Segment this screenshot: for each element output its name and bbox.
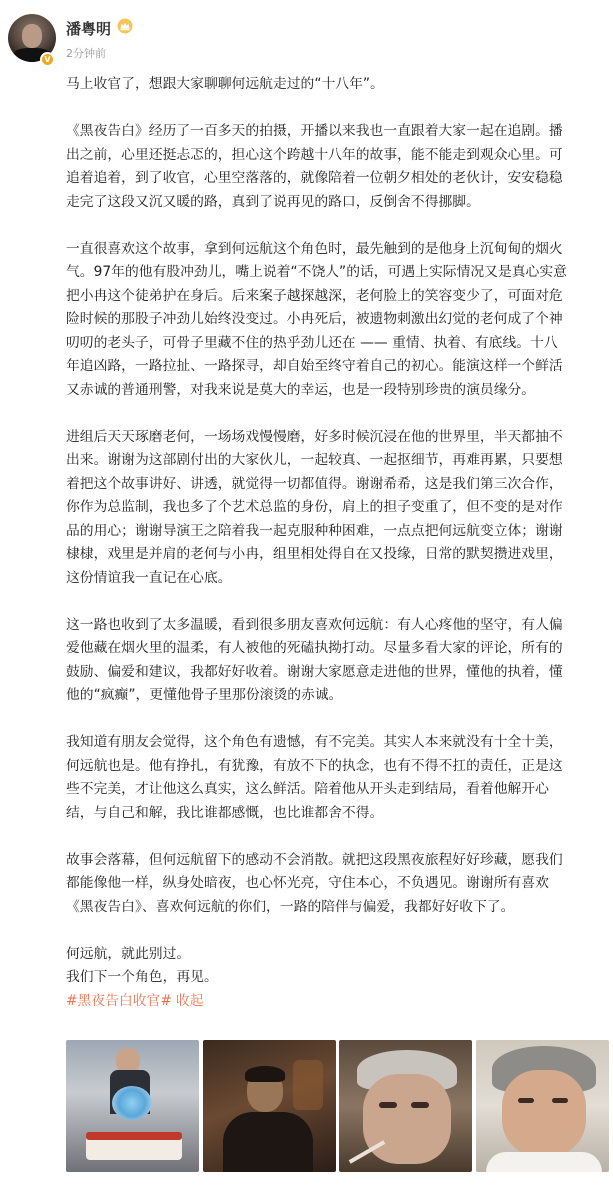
post-content: [66, 73, 606, 1013]
post-text-line: 些不完美，才让他这么真实，这么鲜活。陪着他从开头走到结局，看着他解开心: [66, 781, 549, 797]
post-text-line: 一直很喜欢这个故事，拿到何远航这个角色时，最先触到的是他身上沉甸甸的烟火: [66, 240, 563, 257]
post-text-line: 险时候的那股子冲劲儿始终没变过。小冉死后，被遗物刺激出幻觉的老何成了个神: [66, 311, 563, 327]
post-text-line: 年追凶路，一路拉扯、一路探寻，却自始至终守着自己的初心。能演这样一个鲜活: [66, 358, 563, 374]
crown-icon[interactable]: [117, 18, 133, 34]
post-text-line: 追着追着，到了收官，心里空落落的，就像陪着一位朝夕相处的老伙计，安安稳稳: [66, 170, 563, 186]
post-text-line: 爱他藏在烟火里的温柔，有人被他的死磕执拗打动。尽量多看大家的评论，所有的: [66, 640, 563, 656]
photo-cake-celebration[interactable]: [66, 1040, 199, 1172]
paragraph-gap: [66, 590, 606, 614]
paragraph-gap: [66, 919, 606, 943]
post-text-line: 我们下一个角色，再见。: [66, 969, 218, 985]
post-text-line: 结，与自己和解，我比谁都感慨，也比谁都舍不得。: [66, 804, 384, 821]
paragraph-gap: [66, 214, 606, 238]
post-text-line: 进组后天天琢磨老何，一场场戏慢慢磨，好多时候沉浸在他的世界里，半天都抽不: [66, 428, 563, 445]
topic-row: [66, 990, 606, 1014]
post-text-line: 我知道有朋友会觉得，这个角色有遗憾，有不完美。其实人本来就没有十全十美，: [66, 734, 563, 750]
photo-makeup-closeup[interactable]: [339, 1040, 472, 1172]
topic-link[interactable]: #黑夜告白收官#: [66, 992, 172, 1009]
post-text-line: 叨叨的老头子，可骨子里藏不住的热乎劲儿还在 —— 重情、执着、有底线。十八: [66, 334, 558, 351]
post-text-line: 品的用心；谢谢导演王之陪着我一起克服种种困难，一点点把何远航变立体；谢谢: [66, 522, 563, 539]
paragraph-gap: [66, 97, 606, 121]
verified-badge-icon: V: [40, 52, 55, 67]
post-text-line: 都能像他一样，纵身处暗夜，也心怀光亮，守住本心，不负遇见。谢谢所有喜欢: [66, 875, 549, 891]
avatar-face: [22, 24, 42, 48]
post-text-line: 把小冉这个徒弟护在身后。后来案子越探越深，老何脸上的笑容变少了，可面对危: [66, 287, 563, 304]
post-text-line: 何远航也是。他有挣扎，有犹豫，有放不下的执念，也有不得不扛的责任，正是这: [66, 757, 563, 774]
post-text-line: 这一路也收到了太多温暖，看到很多朋友喜欢何远航：有人心疼他的坚守，有人偏: [66, 616, 563, 633]
paragraph-gap: [66, 708, 606, 732]
post-text-line: 故事会落幕，但何远航留下的感动不会消散。就把这段黑夜旅程好好珍藏，愿我们: [66, 851, 563, 868]
post-text-line: 出之前，心里还挺忐忑的，担心这个跨越十八年的故事，能不能走到观众心里。可: [66, 146, 563, 163]
post-text-line: 《黑夜告白》经历了一百多天的拍摄，开播以来我也一直跟着大家一起在追剧。播: [66, 123, 563, 139]
post-text-line: 这份情谊我一直记在心底。: [66, 569, 232, 586]
post-text-line: 棣棣，戏里是并肩的老何与小冉，组里相处得自在又投缘，日常的默契攒进戏里，: [66, 546, 563, 562]
username[interactable]: 潘粤明: [66, 20, 112, 38]
collapse-button[interactable]: 收起: [175, 992, 204, 1009]
post-text-line: 何远航，就此别过。: [66, 945, 191, 962]
post-text-line: 他的“疯癫”，更懂他骨子里那份滚烫的赤诚。: [66, 687, 343, 703]
post-text-line: 《黑夜告白》、喜欢何远航的你们，一路的陪伴与偏爱，我都好好收下了。: [66, 898, 515, 915]
paragraph-gap: [66, 402, 606, 426]
post-text-line: 又赤诚的普通刑警，对我来说是莫大的幸运，也是一段特别珍贵的演员缘分。: [66, 381, 536, 398]
post-text-line: 你作为总监制，我也多了个艺术总监的身份，肩上的担子变重了，但不变的是对作: [66, 499, 563, 515]
post-text-line: 出来。谢谢为这部剧付出的大家伙儿，一起较真、一起抠细节，再难再累，只要想: [66, 452, 563, 468]
post-text-line: 鼓励、偏爱和建议，我都好好收着。谢谢大家愿意走进他的世界，懂他的执着，懂: [66, 663, 563, 680]
photo-grid: [66, 1040, 608, 1172]
paragraph-gap: [66, 825, 606, 849]
photo-gray-hair-selfie[interactable]: [476, 1040, 609, 1172]
photo-scene-portrait[interactable]: [203, 1040, 336, 1172]
post-text-line: 走完了这段又沉又暖的路，真到了说再见的路口，反倒舍不得挪脚。: [66, 193, 480, 210]
post-time[interactable]: 2分钟前: [66, 47, 106, 60]
post-text-line: 气。97年的他有股冲劲儿，嘴上说着“不饶人”的话，可遇上实际情况又是真心实意: [66, 264, 567, 280]
post-text-line: 着把这个故事讲好、讲透，就觉得一切都值得。谢谢希希，这是我们第三次合作，: [66, 475, 563, 492]
post-text-line: 马上收官了，想跟大家聊聊何远航走过的“十八年”。: [66, 76, 384, 92]
post-header: [0, 0, 613, 70]
